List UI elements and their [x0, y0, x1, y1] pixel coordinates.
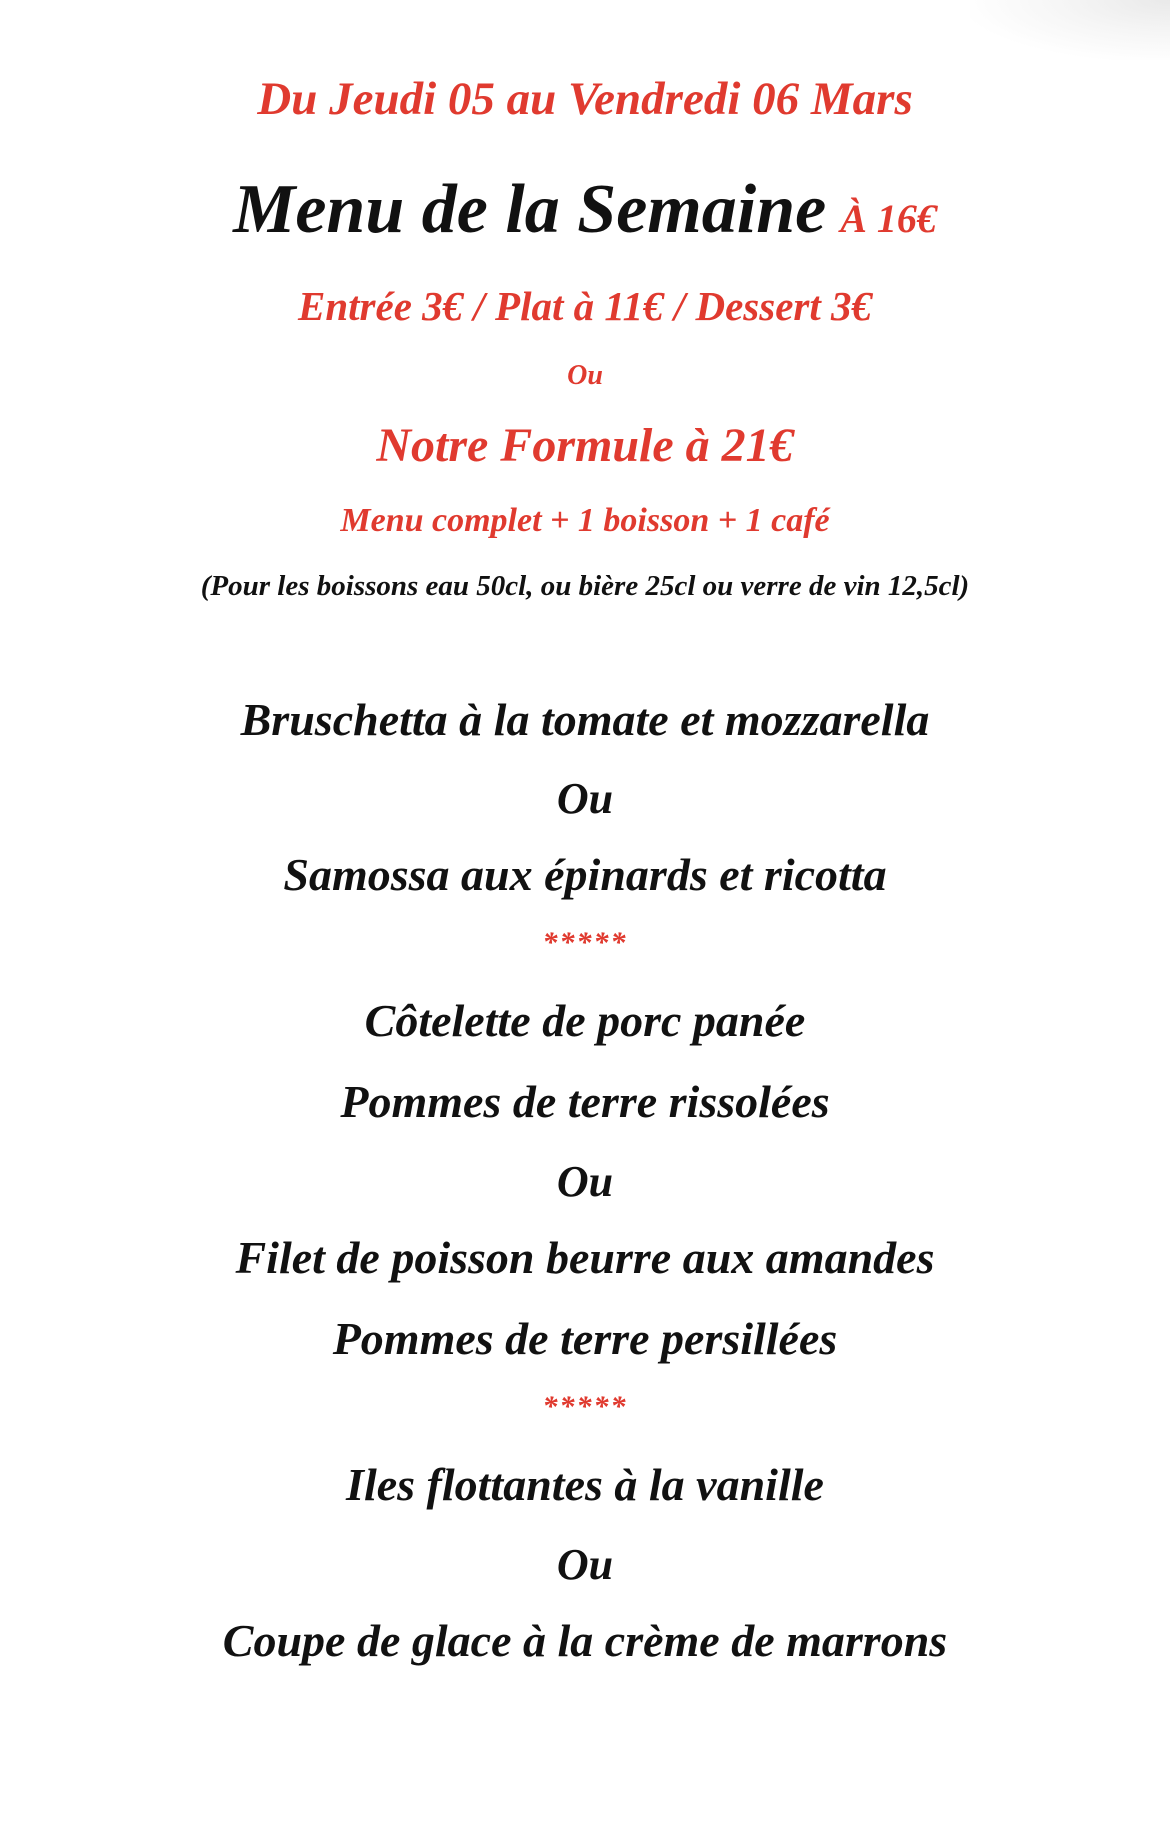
formule-price: Notre Formule à 21€ — [376, 419, 794, 472]
or-label-header: Ou — [567, 360, 603, 391]
menu-date: Du Jeudi 05 au Vendredi 06 Mars — [257, 73, 913, 125]
dessert-item: Coupe de glace à la crème de marrons — [222, 1615, 948, 1666]
or-label: Ou — [556, 774, 614, 823]
course-separator: ***** — [542, 1390, 628, 1423]
course-separator: ***** — [542, 926, 628, 959]
formule-detail: Menu complet + 1 boisson + 1 café — [340, 502, 830, 539]
menu-title-price: À 16€ — [840, 196, 937, 241]
dessert-item: Iles flottantes à la vanille — [346, 1459, 824, 1510]
entree-item: Samossa aux épinards et ricotta — [283, 849, 887, 900]
plat-main: Côtelette de porc panée — [364, 995, 806, 1046]
entree-item: Bruschetta à la tomate et mozzarella — [240, 694, 930, 745]
course-prices: Entrée 3€ / Plat à 11€ / Dessert 3€ — [298, 283, 872, 329]
or-label: Ou — [556, 1540, 614, 1589]
plat-main: Filet de poisson beurre aux amandes — [235, 1232, 935, 1283]
plat-side: Pommes de terre persillées — [332, 1313, 838, 1364]
menu-title: Menu de la Semaine — [233, 171, 827, 248]
menu-title-row — [0, 171, 1170, 248]
plat-side: Pommes de terre rissolées — [340, 1076, 830, 1127]
page-corner-shadow — [970, 0, 1170, 60]
or-label: Ou — [556, 1157, 614, 1206]
drinks-note: (Pour les boissons eau 50cl, ou bière 25cl ou verre de vin 12,5cl) — [200, 570, 970, 602]
